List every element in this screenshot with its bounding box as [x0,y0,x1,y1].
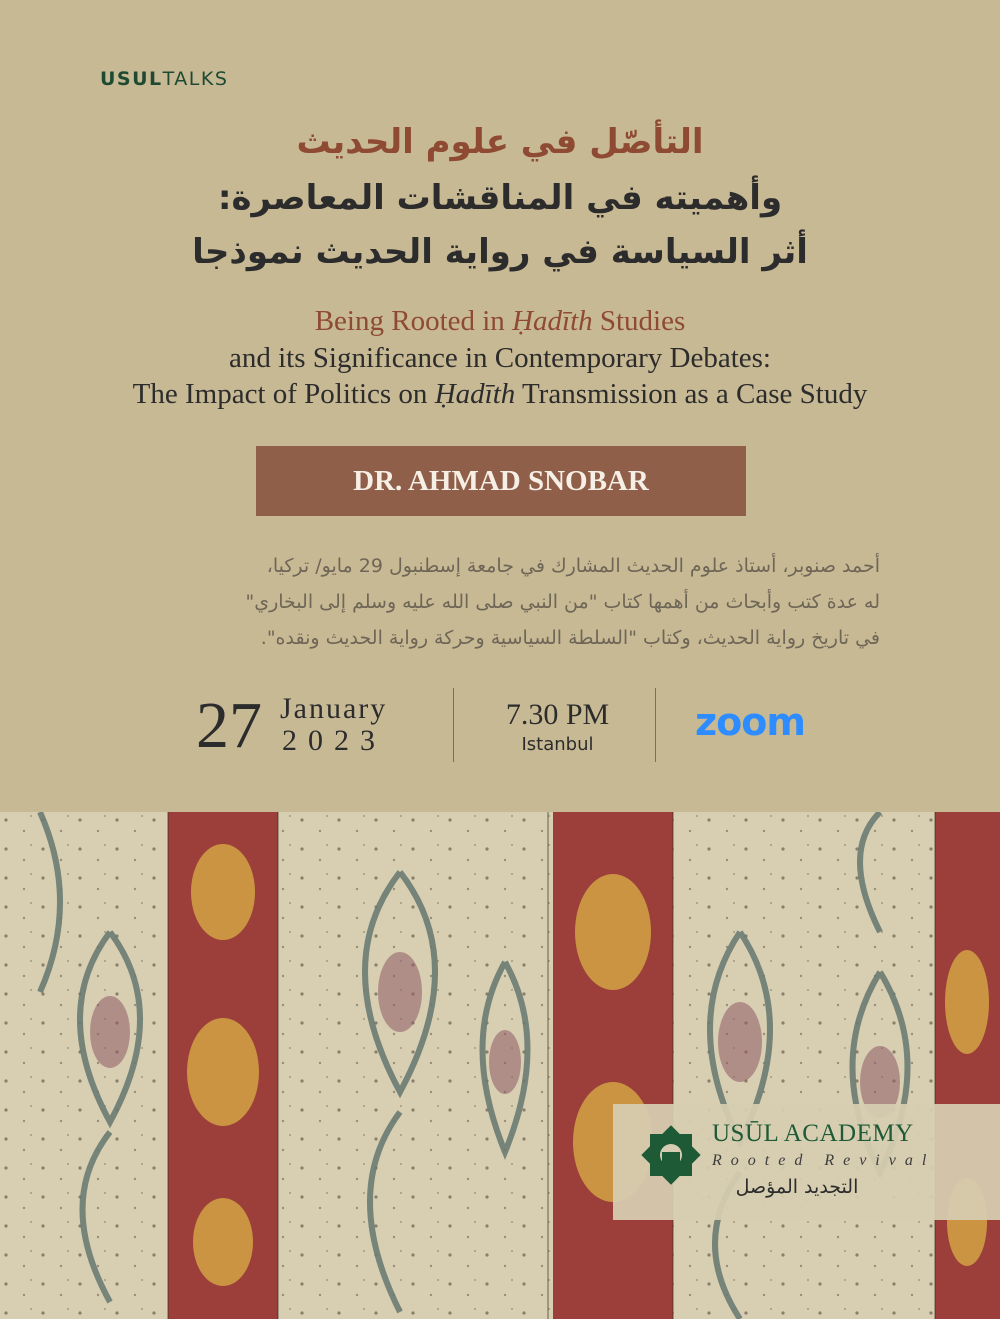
usul-talks-brand: USULTALKS [100,68,229,90]
arabic-title-line-2: وأهميته في المناقشات المعاصرة: [217,178,783,218]
bio-line-3: في تاريخ رواية الحديث، وكتاب "السلطة السياسية وحركة رواية الحديث ونقده". [260,627,880,649]
event-time: 7.30 PM [505,698,610,731]
divider [453,688,454,762]
speaker-bio [110,548,880,656]
divider [655,688,656,762]
event-day: 27 [196,689,262,762]
academy-name: USŪL ACADEMY [712,1120,914,1147]
bio-line-2: له عدة كتب وأبحاث من أهمها كتاب "من النبي صلى الله عليه وسلم إلى البخاري" [245,591,880,613]
academy-arabic-tagline: التجديد المؤصل [735,1176,859,1198]
arabic-title-line-1: التأصّل في علوم الحديث [296,122,704,162]
academy-emblem-icon [638,1122,704,1188]
zoom-logo: zoom [695,700,805,744]
event-month: January [280,692,388,725]
ornamental-painted-panels-image [0,812,1000,1319]
arabic-title-line-3: أثر السياسة في رواية الحديث نموذجا [192,232,808,272]
speaker-name-banner: DR. AHMAD SNOBAR [256,446,746,516]
event-city: Istanbul [521,734,594,755]
english-title-line-1: Being Rooted in Ḥadīth Studies [314,305,686,337]
english-title-line-3: The Impact of Politics on Ḥadīth Transmission as a Case Study [132,378,868,410]
academy-tagline: Rooted Revival [712,1152,936,1169]
bio-line-1: أحمد صنوبر، أستاذ علوم الحديث المشارك في جامعة إسطنبول 29 مايو/ تركيا، [266,555,880,577]
english-title-line-2: and its Significance in Contemporary Debates: [229,342,771,374]
event-year: 2023 [282,724,386,757]
